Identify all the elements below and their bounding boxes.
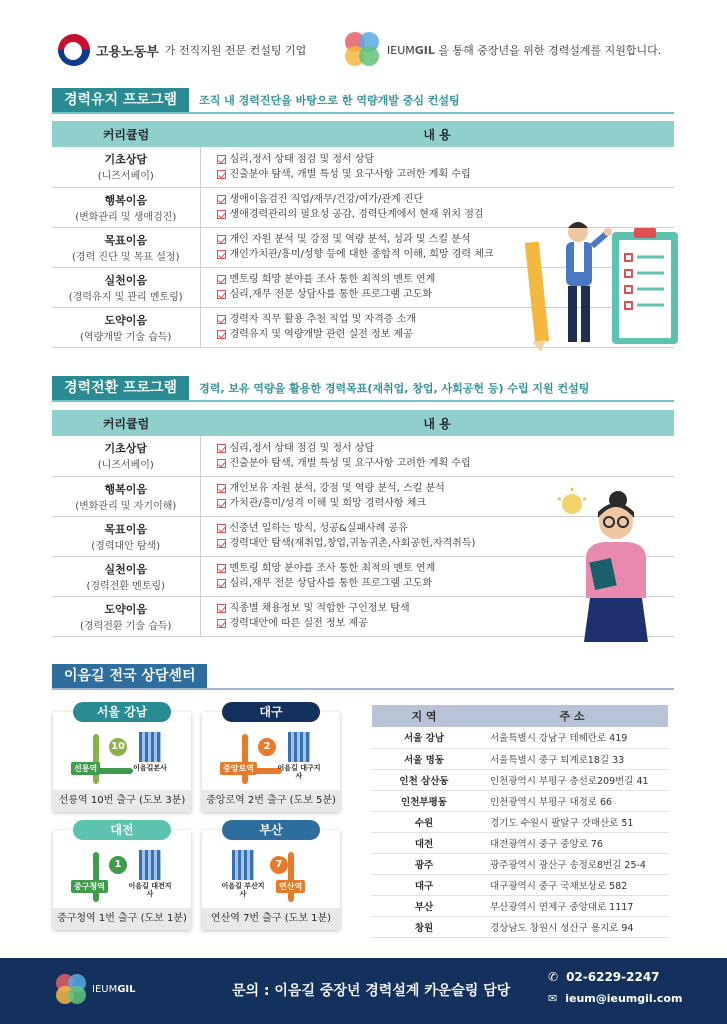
program1-title-row xyxy=(52,88,460,112)
curriculum-cell xyxy=(52,147,200,187)
address-row xyxy=(372,832,668,853)
brand-block xyxy=(345,32,661,68)
address-region: 서울 명동 xyxy=(372,748,476,769)
address-region: 인천 삼산동 xyxy=(372,769,476,790)
col-curriculum: 커리큘럼 xyxy=(52,410,200,436)
address-row xyxy=(372,769,668,790)
center-card xyxy=(202,823,340,930)
subway-line-icon xyxy=(93,852,99,902)
curriculum-cell xyxy=(52,227,200,267)
curriculum-sub: (경력유지 및 관리 멘토링) xyxy=(68,291,183,303)
content-item xyxy=(217,152,675,167)
curriculum-name: 실천이음 xyxy=(104,273,147,287)
curriculum-sub: (경력전환 멘토링) xyxy=(86,580,166,592)
footer-phone xyxy=(548,970,660,984)
address-row xyxy=(372,727,668,748)
content-item xyxy=(217,192,675,207)
address-row xyxy=(372,790,668,811)
content-text: 심리,재무 전문 상담사를 통한 프로그램 고도화 xyxy=(229,289,433,300)
content-text: 멘토링 희망 분야를 조사 통한 최적의 멘토 연계 xyxy=(229,274,436,285)
ministry-logo-icon xyxy=(58,34,90,66)
mail-icon: ✉ xyxy=(548,992,558,1005)
program2-title: 경력전환 프로그램 xyxy=(52,376,189,400)
curriculum-name: 목표이음 xyxy=(104,233,147,247)
content-text: 심리,재무 전문 상담사를 통한 프로그램 고도화 xyxy=(229,578,433,589)
curriculum-cell xyxy=(52,476,200,516)
curriculum-cell xyxy=(52,596,200,636)
curriculum-sub: (니즈서베이) xyxy=(97,460,154,472)
address-region: 서울 강남 xyxy=(372,727,476,748)
address-region: 대전 xyxy=(372,832,476,853)
checkbox-icon xyxy=(217,444,226,453)
station-label: 연산역 xyxy=(276,880,305,893)
center-card xyxy=(202,705,340,812)
col-address: 주 소 xyxy=(476,705,668,727)
curriculum-sub: (경력 진단 및 목표 설정) xyxy=(72,251,180,263)
line-number-badge: 1 xyxy=(109,856,127,874)
curriculum-sub: (경력전환 기술 습득) xyxy=(80,620,172,632)
building-label: 이음길 부산지사 xyxy=(221,882,265,898)
footer-email xyxy=(548,992,682,1005)
checkbox-icon xyxy=(217,484,226,493)
centers-title-row xyxy=(52,664,207,688)
man-clipboard-illustration xyxy=(522,212,682,352)
woman-reading-illustration xyxy=(556,488,666,642)
center-region-tag: 부산 xyxy=(222,820,320,840)
checkbox-icon xyxy=(217,564,226,573)
col-region: 지 역 xyxy=(372,705,476,727)
content-item xyxy=(217,441,675,456)
checkbox-icon xyxy=(217,315,226,324)
address-text: 서울특별시 중구 퇴계로18길 33 xyxy=(476,748,668,769)
curriculum-name: 행복이음 xyxy=(104,482,147,496)
content-text: 개인보유 자원 분석, 강점 및 역량 분석, 스킬 분석 xyxy=(229,483,445,494)
address-table xyxy=(372,705,668,938)
curriculum-name: 실천이음 xyxy=(104,562,147,576)
address-text: 인천광역시 부평구 대정로 66 xyxy=(476,790,668,811)
email-address[interactable]: ieum@ieumgil.com xyxy=(565,992,683,1005)
building-label: 이음길 대구지사 xyxy=(277,764,321,780)
address-region: 부산 xyxy=(372,895,476,916)
curriculum-cell xyxy=(52,516,200,556)
content-text: 경력대안 탐색(재취업,창업,귀농귀촌,사회공헌,자격취득) xyxy=(229,538,476,549)
checkbox-icon xyxy=(217,619,226,628)
curriculum-sub: (변화관리 및 생애검진) xyxy=(75,211,177,223)
phone-number[interactable]: 02-6229-2247 xyxy=(566,970,660,984)
checkbox-icon xyxy=(217,539,226,548)
brand-desc: IEUMGIL 을 통해 중장년을 위한 경력설계를 지원합니다. xyxy=(387,44,662,57)
checkbox-icon xyxy=(217,250,226,259)
curriculum-name: 행복이음 xyxy=(104,193,147,207)
checkbox-icon xyxy=(217,195,226,204)
checkbox-icon xyxy=(217,499,226,508)
curriculum-name: 기초상담 xyxy=(104,153,147,167)
address-region: 대구 xyxy=(372,874,476,895)
col-content: 내 용 xyxy=(200,410,674,436)
line-number-badge: 10 xyxy=(109,738,127,756)
content-text: 개인가치관/흥미/성향 등에 대한 종합적 이해, 희망 경력 체크 xyxy=(229,249,494,260)
content-text: 심리,정서 상태 점검 및 정서 상담 xyxy=(229,153,375,165)
building-label: 이음길 대전지사 xyxy=(128,882,172,898)
address-region: 인천부평동 xyxy=(372,790,476,811)
address-row xyxy=(372,895,668,916)
program1-title: 경력유지 프로그램 xyxy=(52,88,189,112)
content-cell xyxy=(200,147,674,187)
checkbox-icon xyxy=(217,290,226,299)
center-direction: 연산역 7번 출구 (도보 1분) xyxy=(202,908,340,930)
center-direction: 중앙로역 2번 출구 (도보 5분) xyxy=(202,790,340,812)
program2-subtitle: 경력, 보유 역량을 활용한 경력목표(재취업, 창업, 사회공헌 등) 수립 지원 컨설팅 xyxy=(199,382,590,395)
phone-icon: ✆ xyxy=(548,970,559,984)
building-label: 이음길본사 xyxy=(133,764,167,772)
address-text: 경상남도 창원시 성산구 용지로 94 xyxy=(476,916,668,937)
checkbox-icon xyxy=(217,275,226,284)
ministry-name: 고용노동부 xyxy=(96,44,159,60)
col-curriculum: 커리큘럼 xyxy=(52,121,200,147)
content-text: 생애경력관리의 필요성 공감, 경력단계에서 현재 위치 점검 xyxy=(229,209,484,220)
curriculum-sub: (변화관리 및 자기이해) xyxy=(75,500,177,512)
center-card xyxy=(53,705,191,812)
checkbox-icon xyxy=(217,330,226,339)
address-text: 경기도 수원시 팔달구 갓매산로 51 xyxy=(476,811,668,832)
checkbox-icon xyxy=(217,235,226,244)
content-text: 심리,정서 상태 점검 및 정서 상담 xyxy=(229,442,375,454)
table-row xyxy=(52,436,674,476)
centers-title: 이음길 전국 상담센터 xyxy=(52,664,207,688)
address-row xyxy=(372,874,668,895)
content-text: 직종별 채용정보 및 적합한 구인정보 탐색 xyxy=(229,603,410,614)
address-region: 광주 xyxy=(372,853,476,874)
station-label: 중앙로역 xyxy=(220,762,257,775)
curriculum-sub: (역량개발 기술 습득) xyxy=(80,331,172,343)
building-icon xyxy=(232,850,254,880)
program1-divider xyxy=(52,112,674,114)
curriculum-cell xyxy=(52,307,200,347)
station-label: 중구청역 xyxy=(71,880,108,893)
subway-line-icon xyxy=(288,852,294,902)
checkbox-icon xyxy=(217,210,226,219)
checkbox-icon xyxy=(217,604,226,613)
curriculum-sub: (경력대안 탐색) xyxy=(91,540,161,552)
address-text: 부산광역시 연제구 중앙대로 1117 xyxy=(476,895,668,916)
footer xyxy=(0,958,727,1024)
center-direction: 중구청역 1번 출구 (도보 1분) xyxy=(53,908,191,930)
content-item xyxy=(217,456,675,471)
subway-line-icon xyxy=(242,734,248,784)
checkbox-icon xyxy=(217,155,226,164)
station-label: 선릉역 xyxy=(71,762,100,775)
address-region: 수원 xyxy=(372,811,476,832)
content-cell xyxy=(200,436,674,476)
subway-line-icon xyxy=(93,734,99,784)
checkbox-icon xyxy=(217,170,226,179)
checkbox-icon xyxy=(217,459,226,468)
address-row xyxy=(372,748,668,769)
address-text: 인천광역시 부평구 충선로209번길 41 xyxy=(476,769,668,790)
center-region-tag: 대구 xyxy=(222,702,320,722)
program1-subtitle: 조직 내 경력진단을 바탕으로 한 역량개발 중심 컨설팅 xyxy=(199,94,460,107)
address-text: 대구광역시 중구 국채보상로 582 xyxy=(476,874,668,895)
address-row xyxy=(372,853,668,874)
top-header xyxy=(0,30,727,70)
ieumgil-logo-icon xyxy=(345,32,381,68)
curriculum-cell xyxy=(52,187,200,227)
checkbox-icon xyxy=(217,524,226,533)
curriculum-name: 기초상담 xyxy=(104,442,147,456)
footer-brand: IEUMGIL xyxy=(92,984,136,995)
table-row xyxy=(52,147,674,187)
building-icon xyxy=(139,850,161,880)
content-text: 경력자 직무 활용 추천 직업 및 자격증 소개 xyxy=(229,314,416,325)
curriculum-cell xyxy=(52,436,200,476)
footer-contact: 문의 : 이음길 중장년 경력설계 카운슬링 담당 xyxy=(232,983,511,999)
checkbox-icon xyxy=(217,579,226,588)
curriculum-name: 도약이음 xyxy=(104,602,147,616)
content-text: 신중년 일하는 방식, 성공&실패사례 공유 xyxy=(229,523,408,534)
ministry-desc: 가 전직지원 전문 컨설팅 기업 xyxy=(164,44,307,57)
center-region-tag: 서울 강남 xyxy=(73,702,171,722)
content-text: 가치관/흥미/성격 이해 및 희망 경력사항 체크 xyxy=(229,498,427,509)
content-text: 진출분야 탐색, 개별 특성 및 요구사항 고려한 계획 수립 xyxy=(229,457,471,469)
content-text: 개인 자원 분석 및 강점 및 역량 분석, 성과 및 스킬 분석 xyxy=(229,234,471,245)
address-text: 대전광역시 중구 중앙로 76 xyxy=(476,832,668,853)
address-row xyxy=(372,811,668,832)
content-text: 경력유지 및 역량개발 관련 실전 정보 제공 xyxy=(229,329,413,340)
curriculum-sub: (니즈서베이) xyxy=(97,171,154,183)
content-text: 멘토링 희망 분야를 조사 통한 최적의 멘토 연계 xyxy=(229,563,436,574)
curriculum-cell xyxy=(52,267,200,307)
building-icon xyxy=(288,732,310,762)
address-text: 서울특별시 강남구 테헤란로 419 xyxy=(476,727,668,748)
content-text: 경력대안에 따른 실전 정보 제공 xyxy=(229,618,368,629)
address-region: 창원 xyxy=(372,916,476,937)
program2-title-row xyxy=(52,376,589,400)
content-text: 진출분야 탐색, 개별 특성 및 요구사항 고려한 계획 수립 xyxy=(229,168,471,180)
curriculum-name: 목표이음 xyxy=(104,522,147,536)
curriculum-cell xyxy=(52,556,200,596)
content-text: 생애이음검진 직업/재무/건강/여가/관계 진단 xyxy=(229,194,424,205)
building-icon xyxy=(139,732,161,762)
col-content: 내 용 xyxy=(200,121,674,147)
line-number-badge: 7 xyxy=(270,856,288,874)
centers-divider xyxy=(52,688,674,690)
program2-divider xyxy=(52,400,674,402)
address-text: 광주광역시 광산구 송정로8번길 25-4 xyxy=(476,853,668,874)
line-number-badge: 2 xyxy=(258,738,276,756)
center-region-tag: 대전 xyxy=(73,820,171,840)
address-row xyxy=(372,916,668,937)
content-item xyxy=(217,167,675,182)
ieumgil-logo-icon xyxy=(56,974,88,1006)
ministry-block xyxy=(58,34,306,66)
curriculum-name: 도약이음 xyxy=(104,313,147,327)
center-card xyxy=(53,823,191,930)
center-direction: 선릉역 10번 출구 (도보 3분) xyxy=(53,790,191,812)
